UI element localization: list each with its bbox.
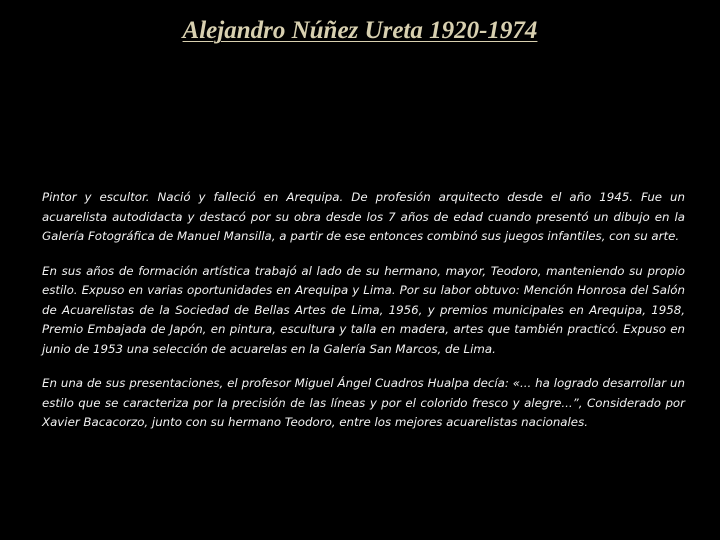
slide-title-text: Alejandro Núñez Ureta 1920-1974 [182,17,538,44]
paragraph-2: En sus años de formación artística trabajó al lado de su hermano, mayor, Teodoro, manteniendo su propio estilo. Expuso en varias oportunidades en Arequipa y Lima. Por su labor obtuvo: Mención Honrosa del Salón de Acuarelistas de la Sociedad de Bellas Artes de Lima, 1956, y premios municipales en Arequipa, 1958, Premio Embajada de Japón, en pintura, escultura y talla en madera, artes que también practicó. Expuso en junio de 1953 una selección de acuarelas en la Galería San Marcos, de Lima. [42,263,685,356]
paragraph-3: En una de sus presentaciones, el profesor Miguel Ángel Cuadros Hualpa decía: «... ha logrado desarrollar un estilo que se caracteriza por la precisión de las líneas y por el colorido fresco y alegre...”, Considerado por Xavier Bacacorzo, junto con su hermano Teodoro, entre los mejores acuarelistas nacionales. [42,376,685,429]
slide-title [0,14,720,48]
paragraph-1: Pintor y escultor. Nació y falleció en Arequipa. De profesión arquitecto desde el año 1945. Fue un acuarelista autodidacta y destacó por su obra desde los 7 años de edad cuando presentó un dibujo en la Galería Fotográfica de Manuel Mansilla, a partir de ese entonces combinó sus juegos infantiles, con su arte. [42,190,685,243]
biography-text [42,188,685,433]
